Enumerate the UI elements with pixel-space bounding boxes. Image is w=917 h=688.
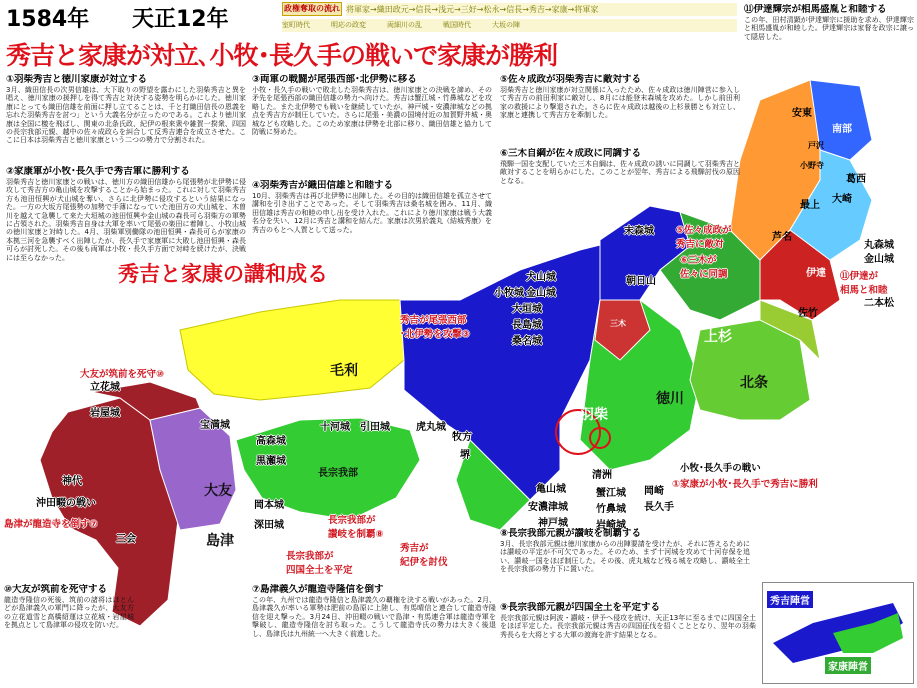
note-komaki-battle: 小牧･長久手の戦い [680,463,761,474]
castle-label: 犬山城 [526,272,556,283]
clan-label-mori: 毛利 [330,363,358,379]
section-11 [744,4,914,70]
clan-label-ando: 安東 [792,108,812,119]
legend-ieyasu: 家康陣営 [825,657,871,674]
section-body: 飛騨一国を支配していた三木自綱は、佐々成政の誘いに同調して羽柴秀吉と敵対することを明らかにした。このことが翌年、秀吉による飛騨討伐の原因となる。 [500,160,740,185]
note-sassa: ⑤佐々成政が 秀吉に敵対 [676,225,732,250]
clan-label-mogami: 最上 [800,200,820,211]
section-5 [500,74,740,146]
castle-label: 岩屋城 [90,408,120,419]
section-body: 羽柴秀吉と徳川家康との戦いは、徳川方の織田信雄から尾張勢が北伊勢に侵攻して秀吉方の亀山城を攻撃することから始まった。これに対して羽柴秀吉方も池田恒興が犬山城を奪い、さらに北伊勢に侵攻するという結果になった。一方の大坂方尾張勢の加勢で手薄になっていた池田方の犬山城を、木曽川を越えて急襲して来た大垣城の池田恒興や金山城の森長可ら羽柴方の軍勢に占領された。羽柴秀吉自身は大軍を率いて尾張の楽田に着陣し、小牧山城の徳川家康と対峙した。4月、羽柴軍別働隊の池田恒興・森長可らが家康の本拠三河を急襲すべく出陣したが、長久手で家康軍に大敗し池田恒興・森長可らが討死した。その後も両軍は小牧・長久手方面で対峙を続けたが、決戦には至らなかった。 [6,178,246,262]
castle-label: 神代 [62,476,82,487]
section-body: この年、田村清顕が伊達輝宗に援助を求め、伊達輝宗と相馬盛胤が和睦した。伊達輝宗は家督を政宗に譲って隠居した。 [744,16,914,41]
section-body: 3月、長宗我部元親は徳川家康からの出陣要請を受けたが、それに答えるためには讃岐の平定が不可欠であった。そのため、まず十河城を攻めて十河存保を追い、讃岐一国をほぼ制圧した。その後、虎丸城など残る城を攻略し、讃岐全土を長宗我部の勢力下に置いた。 [500,540,750,574]
castle-label: 宝満城 [200,420,230,431]
castle-label: 三会 [116,534,136,545]
castle-label: 朝日山 [626,276,656,287]
flow-row-2: 室町時代 明応の政変 両細川の乱 戦国時代 大坂の陣 [282,19,737,32]
section-7 [252,584,496,684]
clan-label-nanbu: 南部 [832,124,852,135]
flow-label: 政権奪取の流れ [282,2,342,16]
section-title: ①羽柴秀吉と徳川家康が対立する [6,74,148,85]
note-attack-owari: 秀吉が尾張西部 ･北伊勢を攻撃③ [400,315,470,340]
section-3 [252,74,492,178]
section-title: ⑨長宗我部元親が四国全土を平定する [500,602,661,613]
clan-label-miki: 三木 [610,319,626,328]
section-title: ⑪伊達輝宗が相馬盛胤と和睦する [744,4,887,15]
note-chosokabe-sanuki: 長宗我部が 讃岐を制覇⑧ [328,515,384,540]
castle-label: 清洲 [592,470,612,481]
clan-label-hashiba: 羽柴 [580,407,608,423]
clan-label-ashina: 芦名 [772,232,792,243]
castle-label: 深田城 [254,520,284,531]
castle-label: 大垣城 [512,304,542,315]
castle-label: 安濃津城 [528,502,568,513]
section-title: ⑤佐々成政が羽柴秀吉に敵対する [500,74,642,85]
legend-hideyoshi: 秀吉陣営 [767,591,813,608]
clan-label-hojo: 北条 [740,375,768,391]
section-body: 龍造寺隆信の死後、筑前の諸将はほとんどが島津義久の軍門に降ったが、大友方の立花道雪と高橋紹運は立花城・岩屋城を拠点として島津軍の侵攻を防いだ。 [4,596,134,630]
section-body: 3月、織田信長の次男信雄は、大下取りの野望を露わにした羽柴秀吉と異を唱え、徳川家康の援押しを得て秀吉と対決する姿勢を明らかにした。徳川家康にとっても織田信雄を前面に押し立てることは、千と打織田信長の恩義を忘れた羽柴秀吉を討つ」という大義名分が立ったのである。これより徳川家康は全国に檄を飛ばし、関東の北条氏政、紀伊の根来衆や雑賀一揆衆、四国の長宗我部元親、越中の佐々成政らを糾合して反秀吉連合を成立させた。ここに日本は羽柴秀吉と徳川家康という二つの勢力で分割された。 [6,86,246,145]
section-4 [252,180,492,250]
note-shimazu: 島津が龍造寺を倒す⑦ [4,519,98,530]
section-6 [500,148,740,194]
clan-label-osaki: 大崎 [832,194,852,205]
era-title: 天正12年 [132,7,229,32]
castle-label: 小牧城 [494,288,524,299]
castle-label: 高森城 [256,436,286,447]
section-8 [500,528,750,598]
section-body: 小牧・長久手の戦いで敗北した羽柴秀吉は、徳川家康との決戦を諦め、その矛先を尾張西部の織田信雄の勢力へ向けた。秀吉は蟹江城・竹鼻城などを攻略した。また北伊勢でも戦いを継続していたが、神戸城・安濃津城などの拠点を秀吉方が制圧していた。さらに尾張・美濃の国境付近の加賀野井城・奥城なども攻略した。このため家康は伊勢を北部に移り、織田信雄と協力して防戦に努めた。 [252,86,492,137]
clan-label-date: 伊達 [806,268,826,279]
castle-label: 竹鼻城 [596,504,626,515]
clan-label-tozawa: 戸沢 [808,141,824,150]
section-title: ⑦島津義久が龍造寺隆信を倒す [252,584,384,595]
section-body: 10月、羽柴秀吉は再び北伊勢に出陣した。その目的は織田信雄を孤立させて講和を引き出すことであった。そして羽柴秀吉は桑名城を囲み、11月、織田信雄は秀吉の和睦の申し出を受け入れた。これにより徳川家康は戦う大義名分を失い、12月に秀吉と講和を結んだ。家康は次男於義丸（結城秀康）を秀吉のもとへ人質として送った。 [252,192,492,234]
clan-label-uesugi: 上杉 [704,329,732,345]
note-otomo: 大友が筑前を死守⑩ [80,369,165,380]
castle-label: 岡崎 [644,486,664,497]
main-headline: 秀吉と家康が対立､小牧･長久手の戦いで家康が勝利 [6,41,558,70]
section-title: ⑧長宗我部元親が讃岐を制覇する [500,528,642,539]
section-title: ③両軍の戦闘が尾張西部･北伊勢に移る [252,74,417,85]
castle-label: 長久手 [644,502,674,513]
castle-label: 神戸城 [538,518,568,529]
castle-label: 二本松 [864,298,894,309]
section-title: ⑥三木自綱が佐々成政に同調する [500,148,642,159]
castle-label: 牧方 [452,432,472,443]
section-1 [6,74,246,162]
center-headline: 秀吉と家康の講和成る [118,262,328,286]
section-body: 長宗我部元親は阿波・讃岐・伊予へ侵攻を続け、天正13年に至るまでに四国全土をほぼ平定した。長宗我部元親は秀吉の四国征伐を招くこととなり、翌年の羽柴秀長らを大将とする大軍の渡海を許す結果となる。 [500,614,756,639]
clan-label-kasai: 葛西 [846,174,866,185]
castle-label: 桑名城 [512,336,542,347]
castle-label: 虎丸城 [416,422,446,433]
castle-label: 立花城 [90,382,120,393]
castle-label: 沖田畷の戦い [36,498,96,509]
camp-legend [762,582,914,684]
clan-label-tokugawa: 徳川 [656,391,684,407]
section-title: ②家康軍が小牧･長久手で秀吉軍に勝利する [6,166,190,177]
castle-label: 引田城 [360,422,390,433]
flow-row-1: 将軍家→織田政元→信長→浅元→三好→松永→信長→秀吉→家康→将軍家 [346,3,737,16]
castle-label: 丸森城 [864,240,894,251]
section-title: ⑩大友が筑前を死守する [4,584,108,595]
section-body: この年、九州では龍造寺隆信と島津義久の覇権を決する戦いがあった。2月、島津義久が率いる軍勢は肥前の島原に上陸し、有馬晴信と連合して龍造寺隆信を迎え撃った。3月24日、沖田畷の戦いで島津・有馬連合軍は龍造寺軍を撃破し、龍造寺隆信を討ち取った。こうして龍造寺氏の勢力は大きく後退し、島津氏は九州統一へ大きく前進した。 [252,596,496,638]
castle-label: 金山城 [864,254,894,265]
year-title: 1584年 [6,7,90,32]
section-10 [4,584,134,684]
castle-label: 岡本城 [254,500,284,511]
castle-label: 堺 [460,450,470,461]
clan-label-onodera: 小野寺 [800,161,824,170]
note-ieyasu-victory: ①家康が小牧･長久手で秀吉に勝利 [672,479,818,490]
clan-label-shimazu: 島津 [206,533,234,549]
section-title: ④羽柴秀吉が織田信雄と和睦する [252,180,394,191]
clan-label-chosokabe: 長宗我部 [318,468,358,479]
clan-label-otomo: 大友 [204,483,232,499]
section-9 [500,602,756,684]
castle-label: 蟹江城 [596,488,626,499]
castle-label: 金山城 [526,288,556,299]
section-body: 羽柴秀吉と徳川家康が対立関係に入ったため、佐々成政は徳川陣営に参入して秀吉方の前田利家に敵対し、8月には能登末森城を攻めた。しかし前田利家の救援により撃退された。さらに佐々成政は越後の上杉景勝とも対立し、家康と連携して秀吉方を牽制した。 [500,86,740,120]
castle-label: 長島城 [512,320,542,331]
region-hashiba [400,240,620,500]
note-date: ⑪伊達が 相馬と和睦 [840,271,888,296]
clan-label-satake: 佐竹 [798,308,818,319]
castle-label: 亀山城 [536,484,566,495]
castle-label: 末森城 [624,226,654,237]
castle-label: 岩崎城 [596,520,626,531]
section-2 [6,166,246,326]
note-kii: 秀吉が 紀伊を討伐 [400,543,448,568]
note-chosokabe-shikoku: 長宗我部が 四国全土を平定 [286,551,353,576]
note-miki: ⑥三木が 佐々に同調 [680,255,728,280]
castle-label: 十河城 [320,422,350,433]
castle-label: 黒瀬城 [256,456,286,467]
